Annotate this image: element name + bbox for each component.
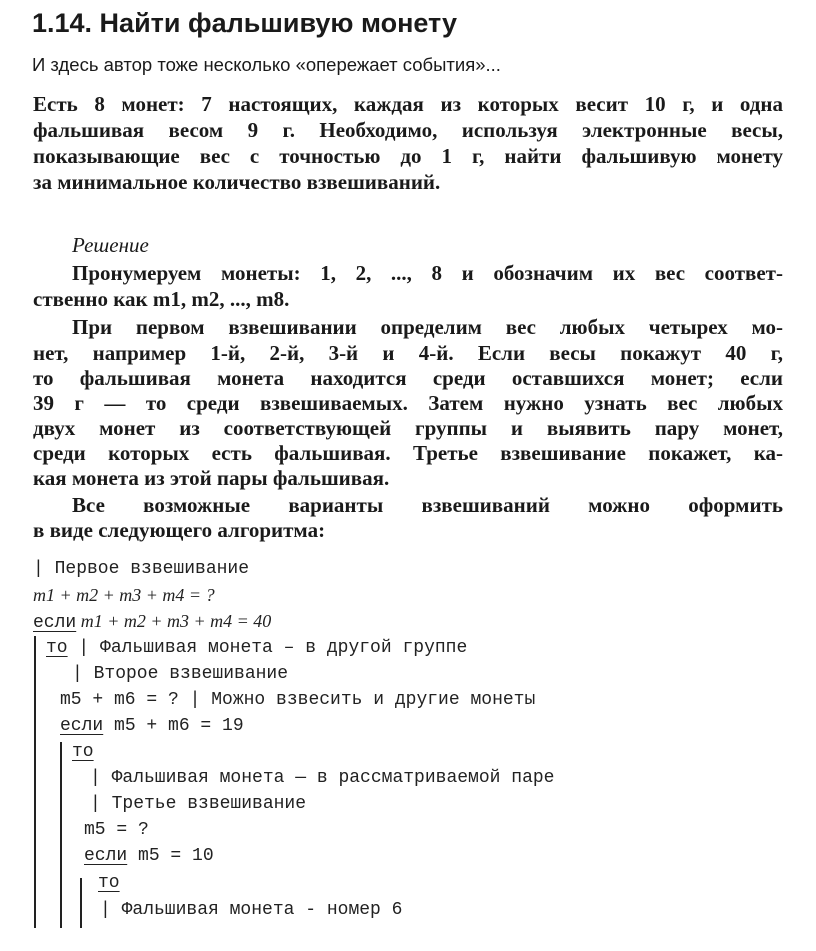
block-bar (80, 878, 82, 928)
algo-line: | Второе взвешивание (72, 664, 289, 684)
algo-line (98, 873, 120, 893)
algo-line: | Первое взвешивание (33, 559, 250, 579)
problem-line: фальшивая весом 9 г. Необходимо, используя электронные весы, (33, 118, 783, 142)
algo-line: | Фальшивая монета - номер 6 (100, 900, 403, 920)
algo-line: m1 + m2 + m3 + m4 = ? (33, 585, 215, 605)
solution-line: среди которых есть фальшивая. Третье взвешивание покажет, ка- (33, 441, 783, 465)
keyword-then: то (46, 638, 68, 658)
block-bar (60, 742, 62, 928)
problem-line: показывающие вес с точностью до 1 г, найти фальшивую монету (33, 144, 783, 168)
solution-line: ственно как m1, m2, ..., m8. (33, 287, 290, 311)
solution-heading: Решение (72, 233, 149, 257)
algo-line: если m5 + m6 = 19 (60, 716, 244, 736)
algo-line (72, 742, 94, 762)
solution-line: При первом взвешивании определим вес любых четырех мо- (72, 315, 783, 339)
solution-line: кая монета из этой пары фальшивая. (33, 466, 390, 490)
problem-line: за минимальное количество взвешиваний. (33, 170, 441, 194)
algo-line: если m5 = 10 (84, 846, 214, 866)
solution-line: Все возможные варианты взвешиваний можно оформить (72, 493, 783, 517)
keyword-if: если (60, 716, 104, 736)
solution-line: 39 г — то среди взвешиваемых. Затем нужно узнать вес любых (33, 391, 783, 415)
page-title: 1.14. Найти фальшивую монету (32, 8, 457, 38)
problem-line: Есть 8 монет: 7 настоящих, каждая из которых весит 10 г, и одна (33, 92, 783, 116)
algo-line: m5 = ? (84, 820, 149, 840)
solution-line: Пронумеруем монеты: 1, 2, ..., 8 и обозначим их вес соответ- (72, 261, 783, 285)
solution-line: то фальшивая монета находится среди оставшихся монет; если (33, 366, 783, 390)
keyword-then: то (72, 742, 94, 762)
algo-line: если m1 + m2 + m3 + m4 = 40 (33, 611, 272, 633)
subtitle: И здесь автор тоже несколько «опережает события»... (32, 54, 501, 75)
algo-line: | Третье взвешивание (90, 794, 307, 814)
algo-line: | Фальшивая монета — в рассматриваемой паре (90, 768, 555, 788)
solution-line: двух монет из соответствующей группы и выявить пару монет, (33, 416, 783, 440)
block-bar (34, 636, 36, 928)
algo-line: то | Фальшивая монета – в другой группе (46, 638, 468, 658)
algo-line: m5 + m6 = ? | Можно взвесить и другие монеты (60, 690, 536, 710)
solution-line: нет, например 1-й, 2-й, 3-й и 4-й. Если весы покажут 40 г, (33, 341, 783, 365)
keyword-if: если (84, 846, 128, 866)
keyword-then: то (98, 873, 120, 893)
keyword-if: если (33, 613, 77, 633)
solution-line: в виде следующего алгоритма: (33, 518, 326, 542)
